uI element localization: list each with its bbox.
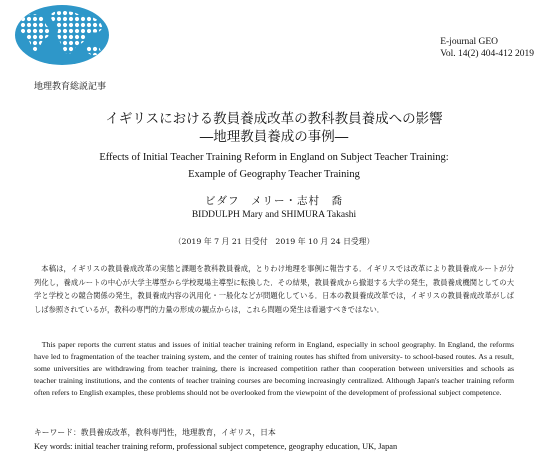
received-accepted-dates: （2019 年 7 月 21 日受付 2019 年 10 月 24 日受理） [173,237,375,246]
title-en-line2: Example of Geography Teacher Training [188,169,360,180]
section-label: 地理教育総説記事 [34,82,107,92]
title-japanese [0,110,548,146]
keywords-english: Key words: initial teacher training reform, professional subject competence, geography education, UK, Japan [34,442,398,451]
journal-name: E-journal GEO [440,37,498,47]
authors-english: BIDDULPH Mary and SHIMURA Takashi [191,210,357,220]
abstract-japanese: 本稿は，イギリスの教員養成改革の実態と課題を教科教員養成，とりわけ地理を事例に報告する．イギリスでは改革により教員養成ルートが分列化し，養成ルートの中心が大学主導型から学校現場主導型に転換した．その結果，教員養成から撤退する大学の発生，教員養成機関としての大学と学校との競合関係の発生，教員養成内容の汎用化・一般化などが問題化している．日本の教員養成改革では，イギリスの教員養成改革がしばしば参照されているが，教科の専門的力量の形成の観点からは，これら問題の発生は看過すべきではない． [34,264,514,314]
title-english [0,149,548,183]
title-ja-line1: イギリスにおける教員養成改革の教科教員養成への影響 [105,111,443,127]
journal-volume: Vol. 14(2) 404-412 2019 [440,49,534,59]
journal-info [440,36,534,60]
authors-japanese: ビダフ メリー・志村 喬 [205,195,343,207]
title-en-line1: Effects of Initial Teacher Training Reform in England on Subject Teacher Training: [99,152,449,163]
title-ja-line2: ―地理教員養成の事例― [199,129,349,145]
abstract-english: This paper reports the current status and issues of initial teacher training reform in England, especially in school geography. In England, the reforms have led to fragmentation of the teacher training system, and the center of training routes has shifted from university- to school-based routes. As a result, some universities are withdrawing from teacher training, there is increased competition rather than cooperation between universities and schools as teacher training institutions, and the contents of teacher training courses are becoming increasingly centralized. Although Japan's teacher training reform often refers to English examples, these problems should not be overlooked from the viewpoint of the development of professional subject competence. [34,340,514,397]
journal-globe-logo [14,4,110,66]
keywords-japanese: キーワード：教員養成改革，教科専門性，地理教育，イギリス，日本 [34,428,276,437]
